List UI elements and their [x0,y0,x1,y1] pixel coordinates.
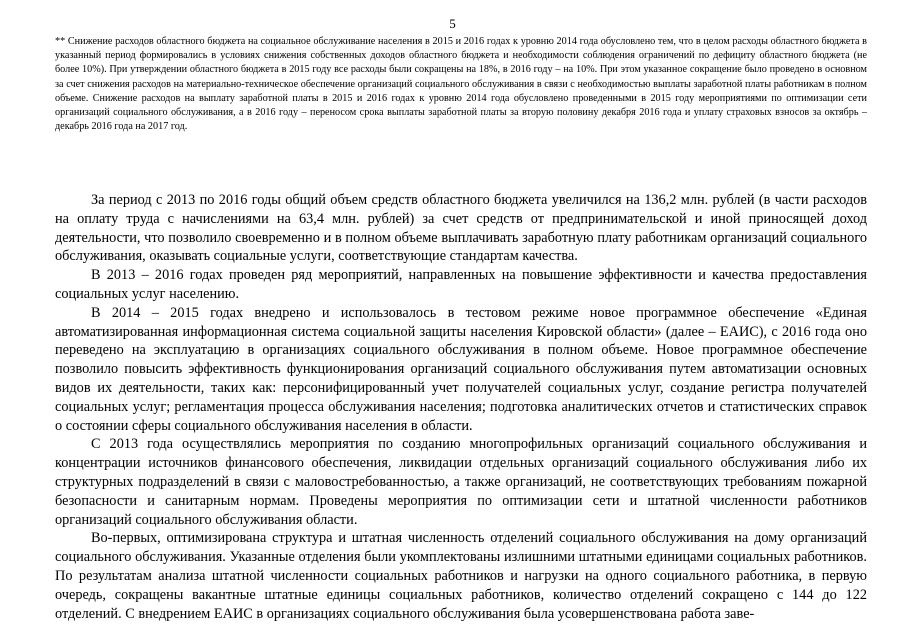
paragraph-multiprofile-organizations: С 2013 года осуществлялись мероприятия по созданию многопрофильных организаций социального обслуживания и концентрации источников финансового обеспечения, ликвидации отдельных организаций социального обслуживания либо их структурных подразделений в связи с маловостребованностью, а также организаций, не соответствующих требованиям пожарной безопасности и санитарным нормам. Проведены мероприятия по оптимизации сети и штатной численности работников организаций социального обслуживания области. [55,436,867,528]
paragraph-home-care-optimization: Во-первых, оптимизирована структура и штатная численность отделений социального обслуживания на дому организаций социального обслуживания. Указанные отделения были укомплектованы излишними штатными единицами социальных работников. По результатам анализа штатной численности социальных работников и нагрузки на одного социального работника, в первую очередь, сокращены вакантные штатные единицы социальных работников, количество отделений сокращено с 144 до 122 отделений. С внедрением ЕАИС в организациях социального обслуживания была усовершенствована работа заве- [55,530,867,622]
footnote: ** Снижение расходов областного бюджета на социальное обслуживание населения в 2015 и 2016 годах к уровню 2014 года обусловлено тем, что в целом расходы областного бюджета в указанный период формировались в условиях снижения собственных доходов областного бюджета и необходимости соблюдения ограничений по дефициту областного бюджета (не более 10%). При утверждении областного бюджета в 2015 году все расходы были сокращены на 18%, в 2016 году – на 10%. При этом указанное сокращение было проведено в основном за счет снижения расходов на материально-техническое обеспечение организаций социального обслуживания в связи с необходимостью выплаты заработной платы работникам в полном объеме. Снижение расходов на выплату заработной платы в 2015 и 2016 годах к уровню 2014 года обусловлено проведенными в 2015 году мероприятиями по оптимизации сети организаций социального обслуживания, а в 2016 году – переносом срока выплаты заработной платы за вторую половину декабря 2016 года и уплату страховых взносов за октябрь – декабрь 2016 года на 2017 год. [55,36,867,133]
paragraph-measures: В 2013 – 2016 годах проведен ряд мероприятий, направленных на повышение эффективности и качества предоставления социальных услуг населению. [55,267,867,302]
paragraph-budget-period: За период с 2013 по 2016 годы общий объем средств областного бюджета увеличился на 136,2 млн. рублей (в части расходов на оплату труда с начислениями на 63,4 млн. рублей) за счет средств от предпринимательской и иной приносящей доход деятельности, что позволило своевременно и в полном объеме выплачивать заработную плату работникам организаций социального обслуживания, оказывать социальные услуги, соответствующие стандартам качества. [55,192,867,265]
paragraph-eais-software: В 2014 – 2015 годах внедрено и использовалось в тестовом режиме новое программное обеспечение «Единая автоматизированная информационная система социальной защиты населения Кировской области» (далее – ЕАИС), с 2016 года оно переведено на эксплуатацию в организациях социального обслуживания в полном объеме. Новое программное обеспечение позволило повысить эффективность функционирования организаций социального обслуживания путем автоматизации основных видов их деятельности, таких как: персонифицированный учет получателей социальных услуг, создание регистра получателей социальных услуг; регламентация процесса обслуживания населения; подготовка аналитических отчетов и статистических справок о состоянии сферы социального обслуживания населения в области. [55,304,867,434]
page-number: 5 [449,16,456,31]
body-text [55,191,867,623]
